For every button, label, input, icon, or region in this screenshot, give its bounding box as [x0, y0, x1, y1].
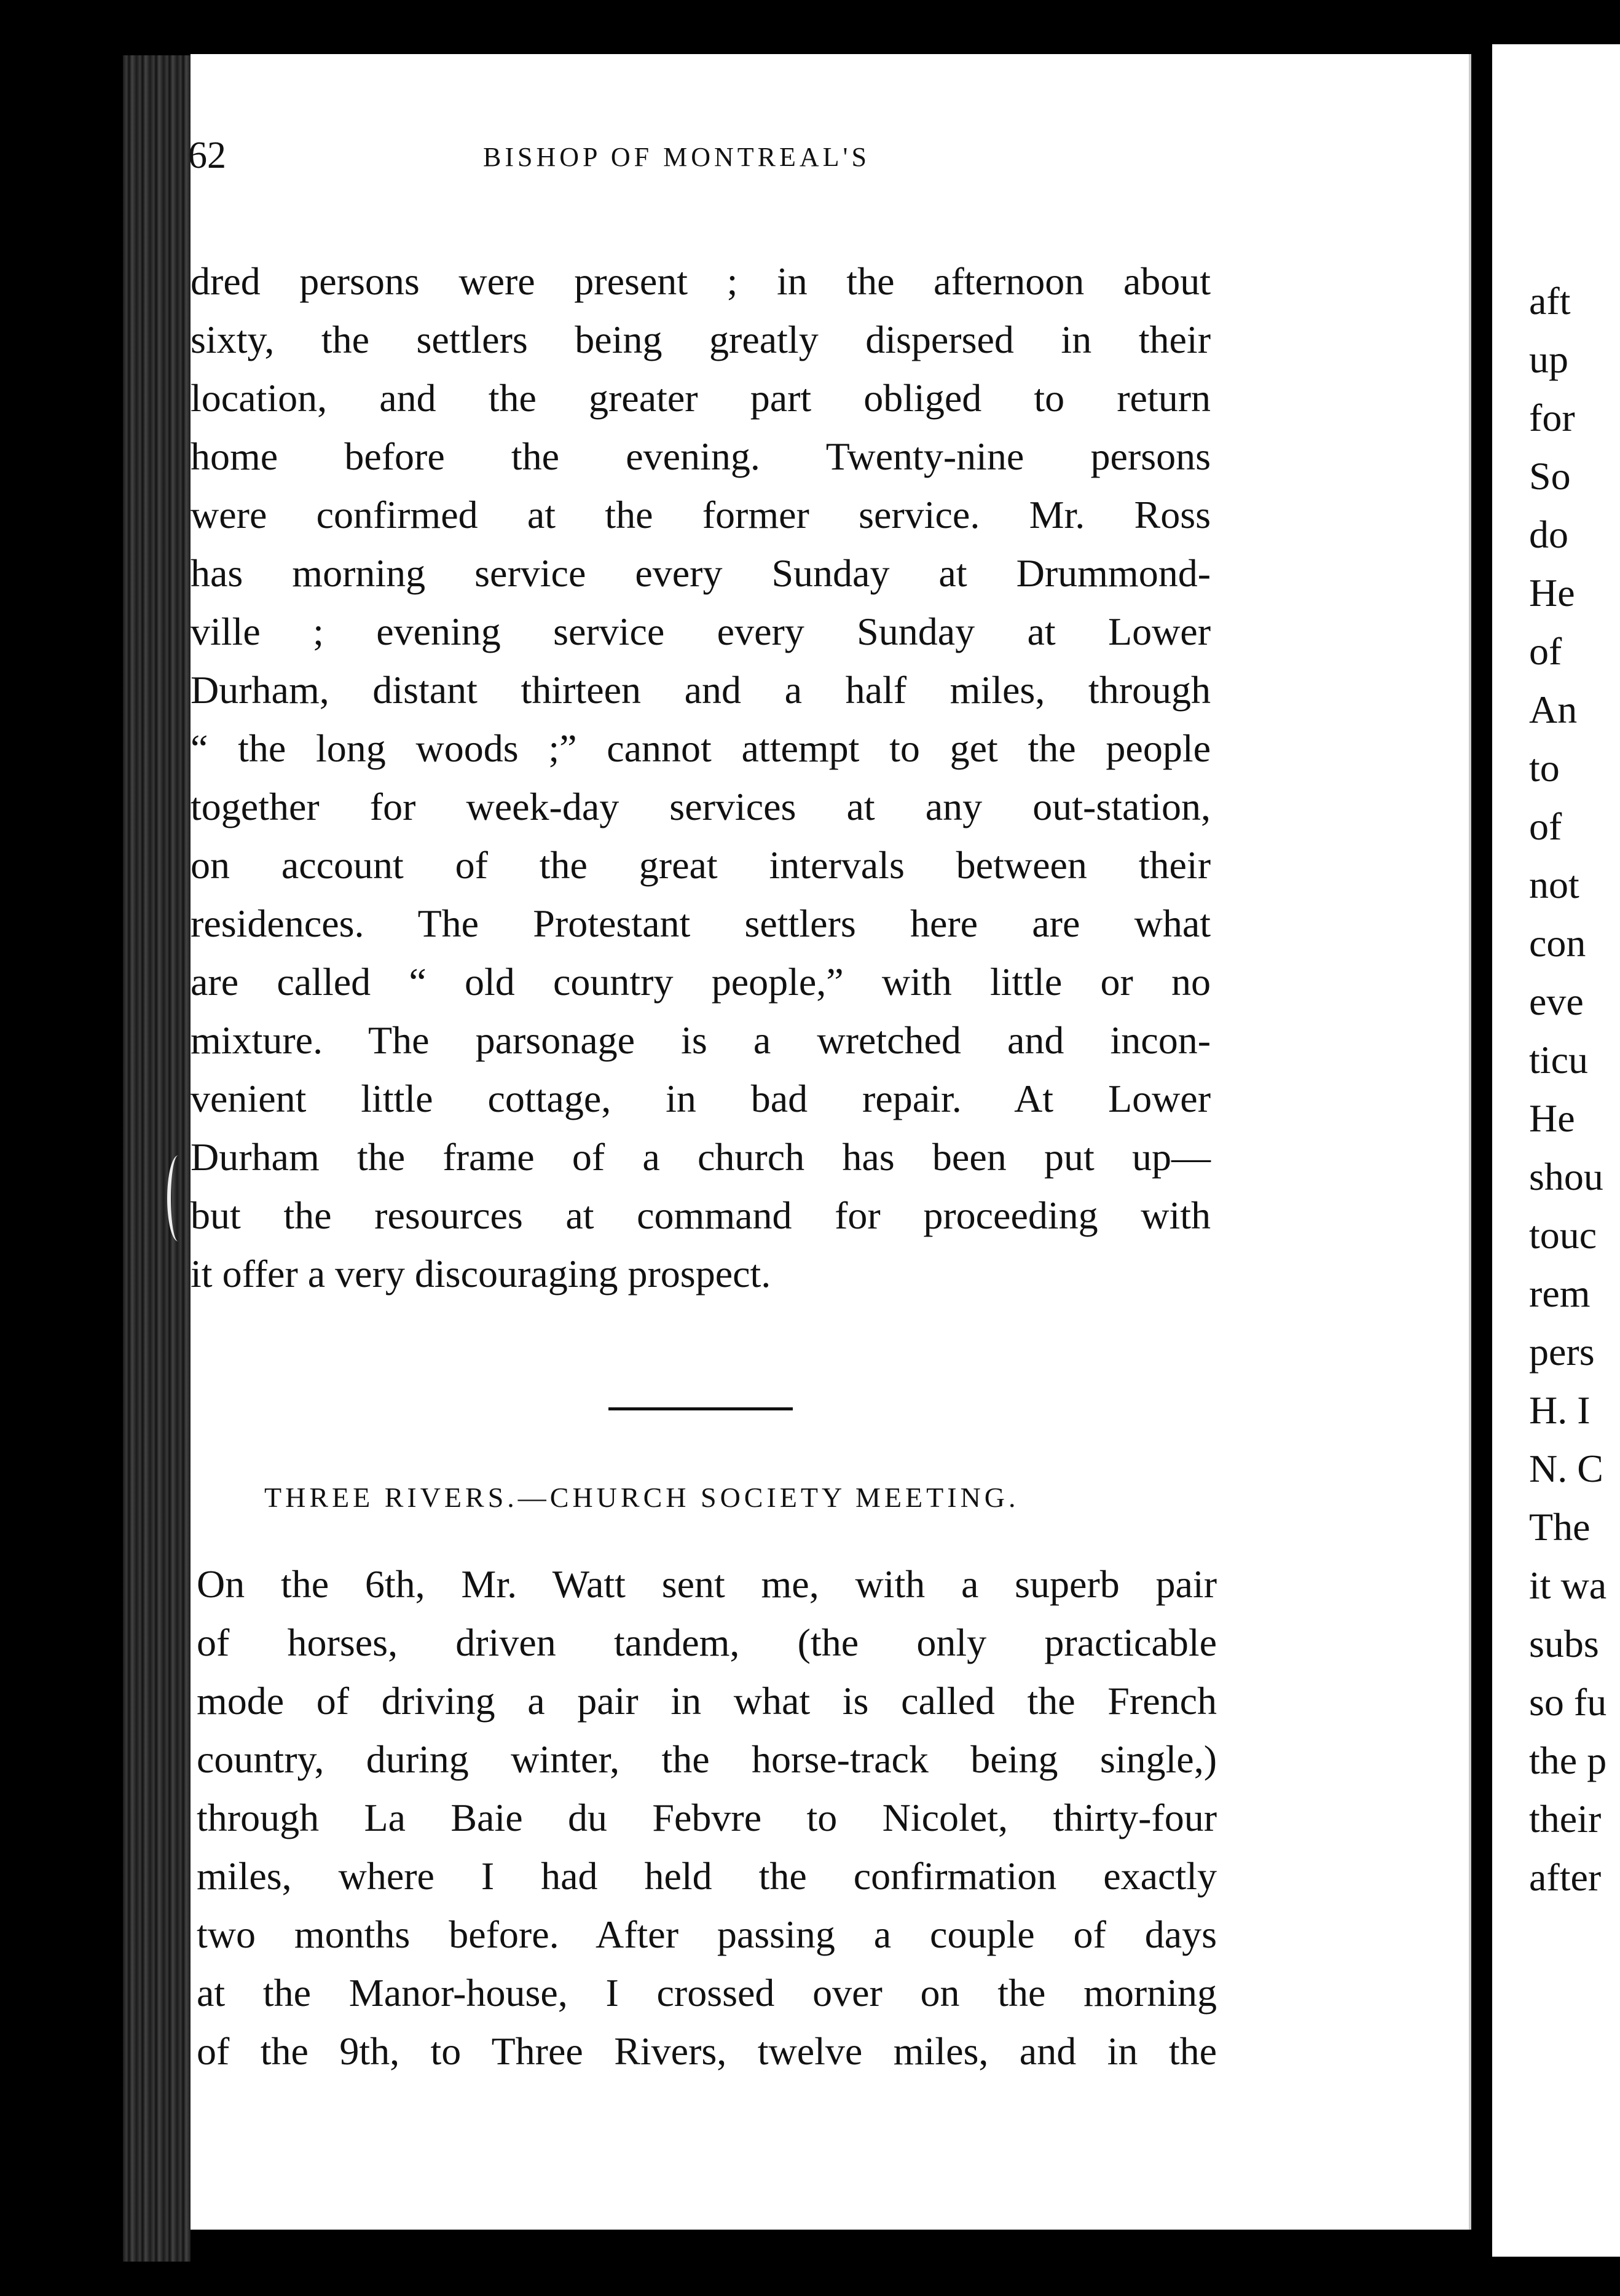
page-number: 62 [188, 135, 226, 176]
text-line: but the resources at command for proceeding with [191, 1193, 1211, 1237]
fragment-line: pers [1529, 1330, 1595, 1374]
text-line: location, and the greater part obliged to return [191, 376, 1211, 420]
fragment-line: con [1529, 921, 1586, 965]
fragment-line: rem [1529, 1272, 1591, 1315]
fragment-line: for [1529, 396, 1575, 439]
section-divider [608, 1407, 793, 1410]
running-head [188, 129, 1221, 203]
fragment-line: H. I [1529, 1388, 1591, 1432]
fragment-line: He [1529, 571, 1575, 615]
fragment-line: The [1529, 1505, 1591, 1549]
text-line: dred persons were present ; in the afternoon about [191, 259, 1211, 303]
text-line: of horses, driven tandem, (the only practicable [197, 1621, 1217, 1664]
text-line: home before the evening. Twenty-nine persons [191, 434, 1211, 478]
fragment-line: not [1529, 863, 1579, 906]
text-line: at the Manor-house, I crossed over on the morning [197, 1971, 1217, 2015]
text-line: together for week-day services at any out-station, [191, 785, 1211, 828]
fragment-line: it wa [1529, 1563, 1607, 1607]
fragment-line: An [1529, 688, 1578, 731]
fragment-line: He [1529, 1096, 1575, 1140]
fragment-line: to [1529, 746, 1560, 790]
text-line: sixty, the settlers being greatly dispersed in their [191, 318, 1211, 361]
text-line: residences. The Protestant settlers here are what [191, 902, 1211, 945]
fragment-line: the p [1529, 1739, 1607, 1782]
paragraph-1 [191, 252, 1211, 1303]
text-line: through La Baie du Febvre to Nicolet, thirty-four [197, 1796, 1217, 1839]
text-line: ville ; evening service every Sunday at Lower [191, 610, 1211, 653]
fragment-line: touc [1529, 1213, 1597, 1257]
text-line: two months before. After passing a couple of days [197, 1913, 1217, 1956]
fragment-line: after [1529, 1855, 1602, 1899]
text-line: are called “ old country people,” with little or no [191, 960, 1211, 1004]
text-line: Durham the frame of a church has been put up— [191, 1135, 1211, 1179]
fragment-line: N. C [1529, 1447, 1603, 1490]
text-line: were confirmed at the former service. Mr. Ross [191, 493, 1211, 537]
facing-page [1492, 44, 1620, 2257]
text-line: miles, where I had held the confirmation exactly [197, 1854, 1217, 1898]
fragment-line: shou [1529, 1155, 1603, 1198]
fragment-line: of [1529, 629, 1562, 673]
fragment-line: eve [1529, 980, 1584, 1023]
text-line: mode of driving a pair in what is called the French [197, 1679, 1217, 1723]
facing-page-fragments [1529, 272, 1606, 1906]
fragment-line: aft [1529, 279, 1571, 323]
text-line: “ the long woods ;” cannot attempt to get the people [191, 726, 1211, 770]
section-heading: THREE RIVERS.—CHURCH SOCIETY MEETING. [264, 1482, 1020, 1513]
paragraph-2 [197, 1555, 1217, 2080]
fragment-line: subs [1529, 1622, 1599, 1665]
fragment-line: of [1529, 804, 1562, 848]
text-line: country, during winter, the horse-track being single,) [197, 1737, 1217, 1781]
running-title: BISHOP OF MONTREAL'S [483, 142, 870, 172]
text-line: mixture. The parsonage is a wretched and incon- [191, 1018, 1211, 1062]
page-edge-mark [167, 1155, 189, 1241]
fragment-line: their [1529, 1797, 1602, 1841]
text-line: On the 6th, Mr. Watt sent me, with a superb pair [197, 1562, 1217, 1606]
fragment-line: ticu [1529, 1038, 1588, 1082]
fragment-line: up [1529, 337, 1568, 381]
fragment-line: do [1529, 513, 1568, 556]
text-line: Durham, distant thirteen and a half miles, through [191, 668, 1211, 712]
fragment-line: so fu [1529, 1680, 1607, 1724]
fragment-line: So [1529, 454, 1571, 498]
text-line: it offer a very discouraging prospect. [191, 1252, 771, 1295]
text-line: has morning service every Sunday at Drummond- [191, 551, 1211, 595]
text-line: venient little cottage, in bad repair. At Lower [191, 1077, 1211, 1120]
text-line: of the 9th, to Three Rivers, twelve miles, and in the [197, 2029, 1217, 2073]
text-line: on account of the great intervals between their [191, 843, 1211, 887]
